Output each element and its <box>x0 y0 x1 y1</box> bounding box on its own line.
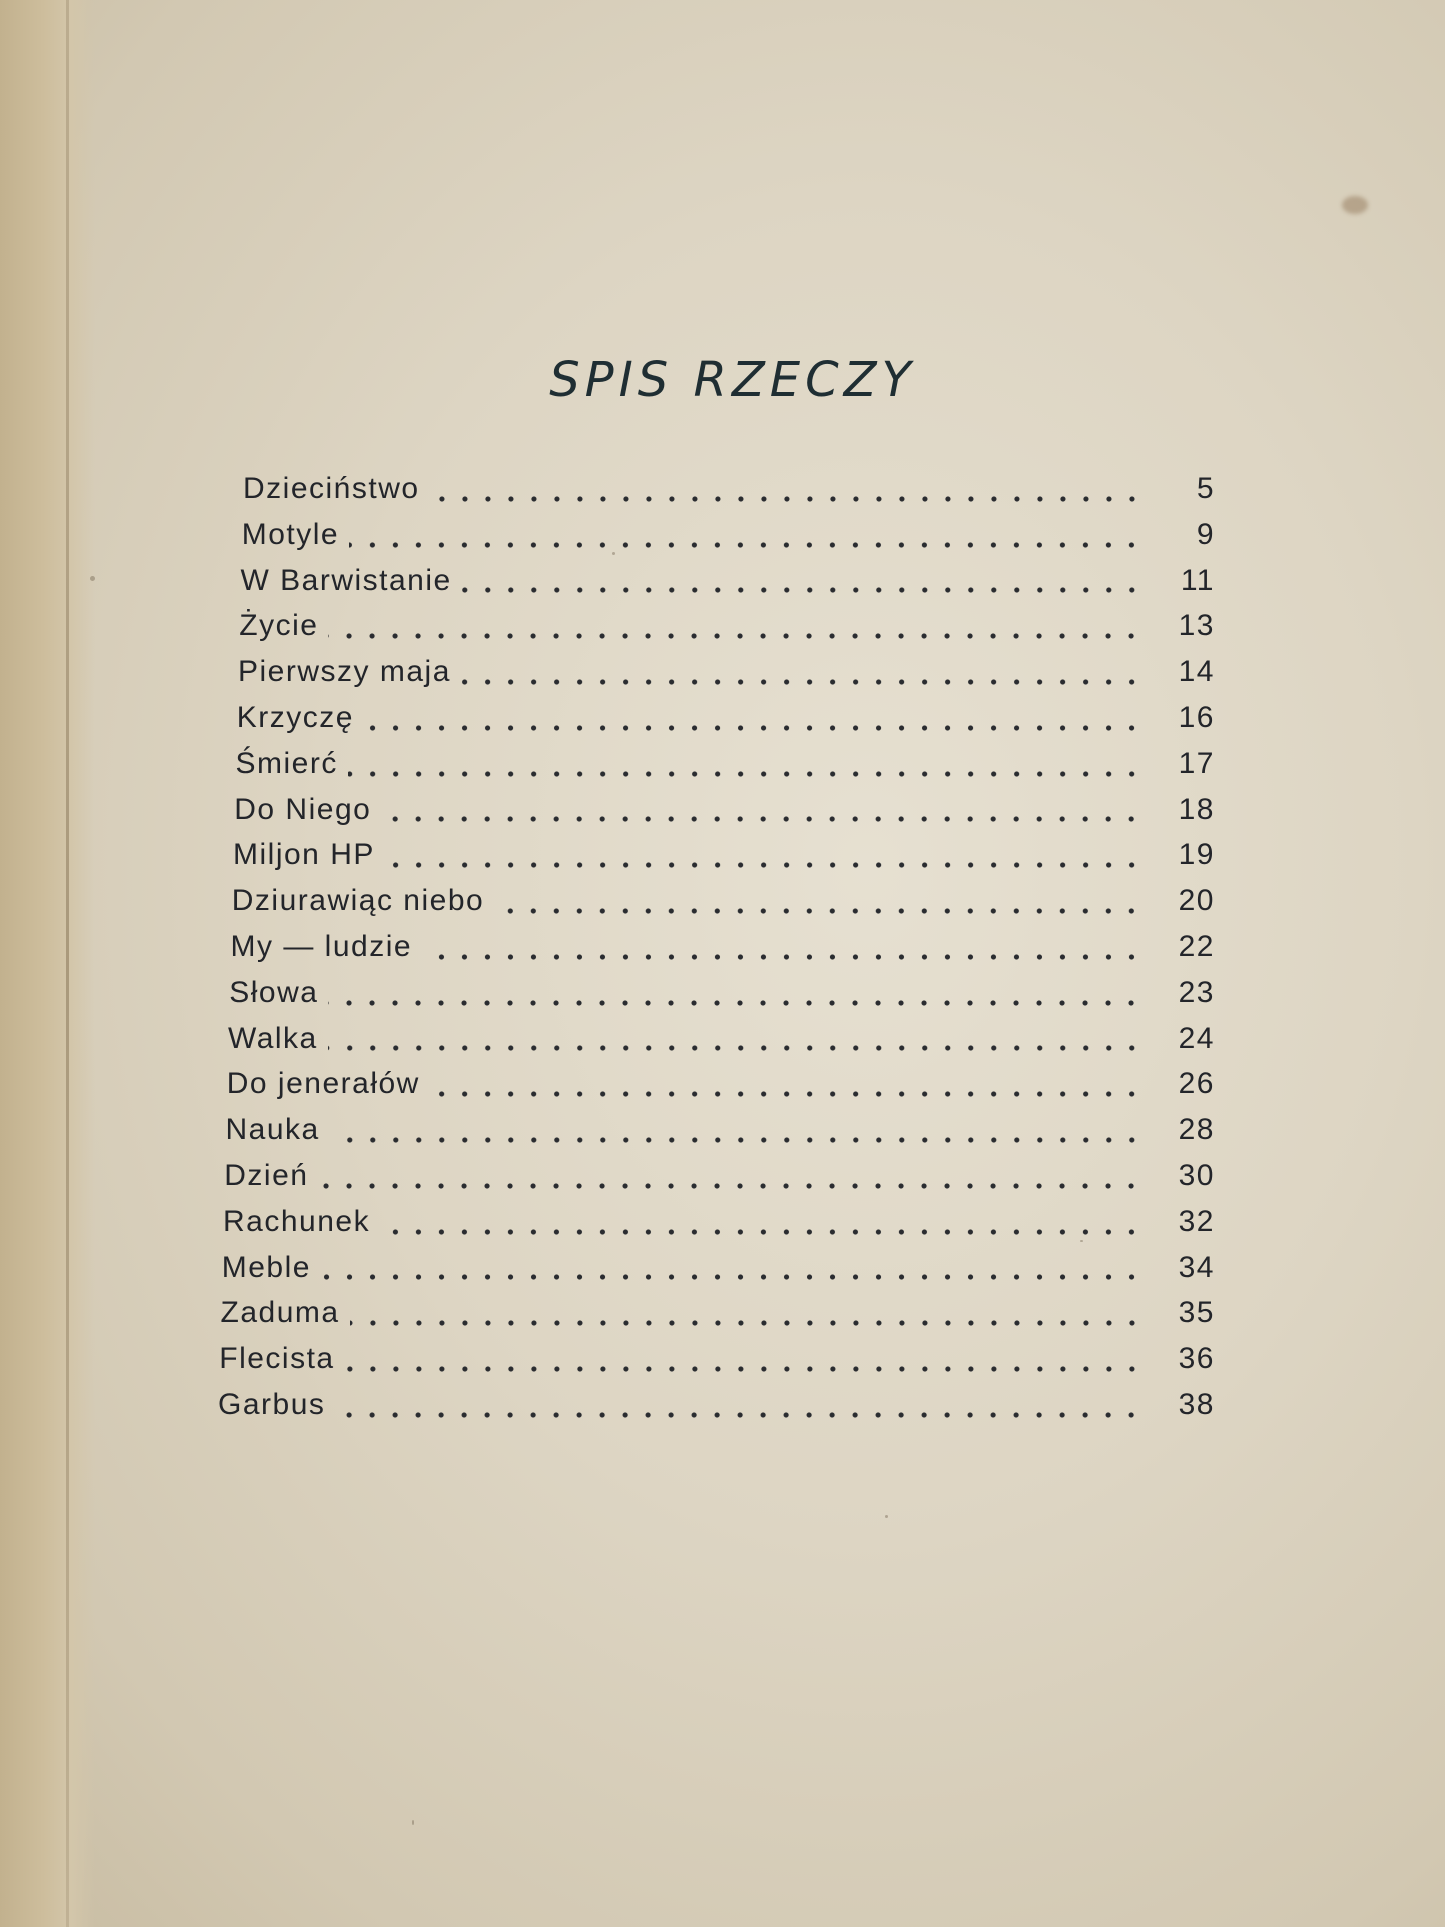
toc-entry-title: My — ludzie <box>230 929 413 963</box>
toc-entry <box>0 1113 1445 1159</box>
toc-entry-title: Dziurawiąc niebo <box>231 884 485 918</box>
paper-speck <box>412 1820 414 1825</box>
paper-speck <box>885 1515 888 1518</box>
dot-leader <box>321 1271 1143 1283</box>
paper-speck <box>1080 1240 1083 1242</box>
dot-leader <box>335 1409 1143 1421</box>
paper-speck <box>90 576 95 581</box>
toc-entry-title: Dzieciństwo <box>243 472 420 505</box>
toc-entry-title: Zaduma <box>220 1296 340 1330</box>
toc-entry-page: 30 <box>1178 1158 1215 1192</box>
toc-entry-title: Rachunek <box>223 1204 371 1238</box>
toc-entry-title: Meble <box>221 1250 311 1284</box>
toc-entry-page: 28 <box>1178 1113 1215 1147</box>
toc-entry-page: 35 <box>1178 1296 1215 1330</box>
dot-leader <box>461 676 1143 688</box>
toc-entry-title: Dzień <box>224 1158 309 1192</box>
dot-leader <box>328 630 1143 642</box>
paper-speck <box>612 552 615 555</box>
dot-leader <box>462 584 1143 596</box>
toc-entry-title: W Barwistanie <box>240 563 452 597</box>
toc-entry <box>0 1296 1445 1342</box>
toc-entry-title: Krzyczę <box>236 700 354 734</box>
toc-entry-page: 9 <box>1196 517 1215 551</box>
toc-entry <box>0 1159 1445 1205</box>
dot-leader <box>330 1134 1143 1146</box>
toc-entry <box>0 930 1445 976</box>
toc-entry <box>0 1067 1445 1113</box>
dot-leader <box>422 951 1143 963</box>
paper-stain <box>1342 196 1368 214</box>
toc-entry <box>0 793 1445 839</box>
toc-entry-title: Słowa <box>229 975 319 1009</box>
toc-entry-page: 11 <box>1180 563 1215 597</box>
dot-leader <box>380 1226 1143 1238</box>
toc-entry-page: 18 <box>1178 792 1215 826</box>
dot-leader <box>430 1088 1143 1100</box>
dot-leader <box>349 539 1143 551</box>
dot-leader <box>345 1363 1143 1375</box>
toc-entry <box>0 472 1445 518</box>
toc-entry-page: 5 <box>1196 472 1215 505</box>
toc-entry-page: 17 <box>1178 746 1215 780</box>
toc-entry-title: Śmierć <box>235 746 338 780</box>
toc-entry-title: Garbus <box>218 1387 326 1421</box>
toc-entry-page: 26 <box>1178 1067 1215 1101</box>
toc-entry <box>0 747 1445 793</box>
toc-entry <box>0 1205 1445 1251</box>
toc-entry-page: 13 <box>1178 609 1215 643</box>
toc-entry-page: 34 <box>1178 1250 1215 1284</box>
toc-entry <box>0 1251 1445 1297</box>
toc-entry <box>0 655 1445 701</box>
toc-entry-page: 23 <box>1178 975 1215 1009</box>
toc-entry <box>0 1342 1445 1388</box>
toc-entry-page: 22 <box>1178 929 1215 963</box>
dot-leader <box>381 813 1143 825</box>
dot-leader <box>494 905 1143 917</box>
toc-entry <box>0 884 1445 930</box>
toc-entry-title: Walka <box>228 1021 318 1055</box>
dot-leader <box>328 1042 1143 1054</box>
toc-entry-title: Flecista <box>219 1342 335 1376</box>
toc-entry-page: 36 <box>1178 1342 1215 1376</box>
toc-entry-page: 24 <box>1178 1021 1215 1055</box>
toc-entry-title: Do Niego <box>234 792 372 826</box>
toc-entry <box>0 564 1445 610</box>
toc-entry <box>0 518 1445 564</box>
toc-entry-page: 32 <box>1178 1204 1215 1238</box>
toc-entry-page: 19 <box>1178 838 1215 872</box>
toc-entry-page: 14 <box>1178 655 1215 689</box>
toc-entry-title: Motyle <box>241 517 340 551</box>
toc-entry-page: 16 <box>1178 700 1215 734</box>
toc-entry-page: 20 <box>1178 884 1215 918</box>
toc-entry-title: Nauka <box>225 1113 320 1147</box>
toc-entry <box>0 1022 1445 1068</box>
dot-leader <box>430 493 1143 505</box>
toc-entry-title: Pierwszy maja <box>238 655 451 689</box>
dot-leader <box>364 722 1143 734</box>
dot-leader <box>328 997 1143 1009</box>
toc-entry-title: Życie <box>239 609 319 643</box>
toc-entry <box>0 838 1445 884</box>
dot-leader <box>385 859 1143 871</box>
toc-entry <box>0 1388 1445 1434</box>
toc-entry-page: 38 <box>1178 1387 1215 1421</box>
toc-entry-title: Do jenerałów <box>226 1067 420 1101</box>
dot-leader <box>350 1317 1143 1329</box>
toc-entry-title: Miljon HP <box>233 838 375 872</box>
dot-leader <box>318 1180 1143 1192</box>
toc-entry <box>0 701 1445 747</box>
toc-entry <box>0 609 1445 655</box>
table-of-contents <box>0 472 1445 1434</box>
dot-leader <box>348 768 1143 780</box>
page-title: SPIS RZECZY <box>549 352 916 408</box>
toc-entry <box>0 976 1445 1022</box>
